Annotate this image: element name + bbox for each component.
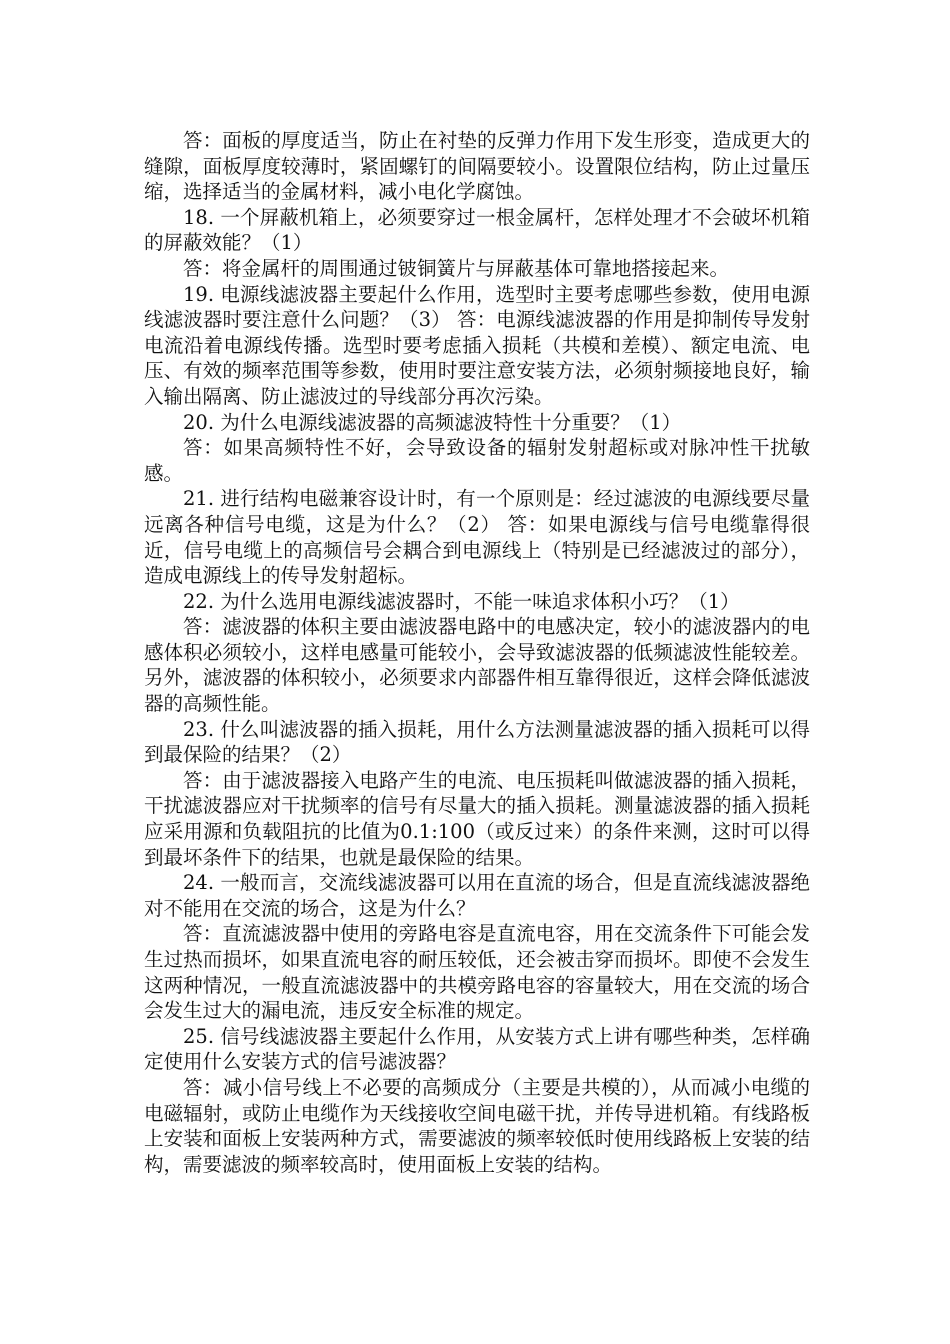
question-19: 19. 电源线滤波器主要起什么作用，选型时主要考虑哪些参数，使用电源线滤波器时要注意什么问题？（3） 答：电源线滤波器的作用是抑制传导发射电流沿着电源线传播。选型时要考虑插入损耗（共模和差模）、额定电流、电压、有效的频率范围等参数，使用时要注意安装方法，必须射频接地良好，输入输出隔离、防止滤波过的导线部分再次污染。 [144,282,810,408]
document-body [144,128,810,1177]
question-20: 20. 为什么电源线滤波器的高频滤波特性十分重要？（1） [183,410,682,434]
answer-23: 答：由于滤波器接入电路产生的电流、电压损耗叫做滤波器的插入损耗，干扰滤波器应对干扰频率的信号有尽量大的插入损耗。测量滤波器的插入损耗应采用源和负载阻抗的比值为0.1:100（或反过来）的条件来测，这时可以得到最坏条件下的结果，也就是最保险的结果。 [144,768,810,869]
answer-20: 答：如果高频特性不好，会导致设备的辐射发射超标或对脉冲性干扰敏感。 [144,436,810,485]
question-25: 25. 信号线滤波器主要起什么作用，从安装方式上讲有哪些种类，怎样确定使用什么安装方式的信号滤波器？ [144,1024,810,1074]
question-23: 23. 什么叫滤波器的插入损耗，用什么方法测量滤波器的插入损耗可以得到最保险的结果？（2） [144,717,810,767]
answer-24: 答：直流滤波器中使用的旁路电容是直流电容，用在交流条件下可能会发生过热而损坏，如果直流电容的耐压较低，还会被击穿而损坏。即使不会发生这两种情况，一般直流滤波器中的共模旁路电容的容量较大，用在交流的场合会发生过大的漏电流，违反安全标准的规定。 [144,922,810,1023]
question-21: 21. 进行结构电磁兼容设计时，有一个原则是：经过滤波的电源线要尽量远离各种信号电缆，这是为什么？（2） 答：如果电源线与信号电缆靠得很近，信号电缆上的高频信号会耦合到电源线上（特别是已经滤波过的部分），造成电源线上的传导发射超标。 [144,487,810,588]
answer-paragraph: 答：面板的厚度适当，防止在衬垫的反弹力作用下发生形变，造成更大的缝隙，面板厚度较薄时，紧固螺钉的间隔要较小。设置限位结构，防止过量压缩，选择适当的金属材料，减小电化学腐蚀。 [144,129,810,204]
answer-22: 答：滤波器的体积主要由滤波器电路中的电感决定，较小的滤波器内的电感体积必须较小，这样电感量可能较小，会导致滤波器的低频滤波性能较差。另外，滤波器的体积较小，必须要求内部器件相互靠得很近，这样会降低滤波器的高频性能。 [144,615,810,716]
question-18: 18. 一个屏蔽机箱上，必须要穿过一根金属杆，怎样处理才不会破坏机箱的屏蔽效能？（1） [144,205,810,255]
answer-18: 答：将金属杆的周围通过铍铜簧片与屏蔽基体可靠地搭接起来。 [183,256,730,280]
question-22: 22. 为什么选用电源线滤波器时，不能一味追求体积小巧？（1） [183,589,740,613]
answer-25: 答：减小信号线上不必要的高频成分（主要是共模的），从而减小电缆的电磁辐射，或防止电缆作为天线接收空间电磁干扰，并传导进机箱。有线路板上安装和面板上安装两种方式，需要滤波的频率较低时使用线路板上安装的结构，需要滤波的频率较高时，使用面板上安装的结构。 [144,1075,810,1176]
question-24: 24. 一般而言，交流线滤波器可以用在直流的场合，但是直流线滤波器绝对不能用在交流的场合，这是为什么？ [144,871,810,920]
